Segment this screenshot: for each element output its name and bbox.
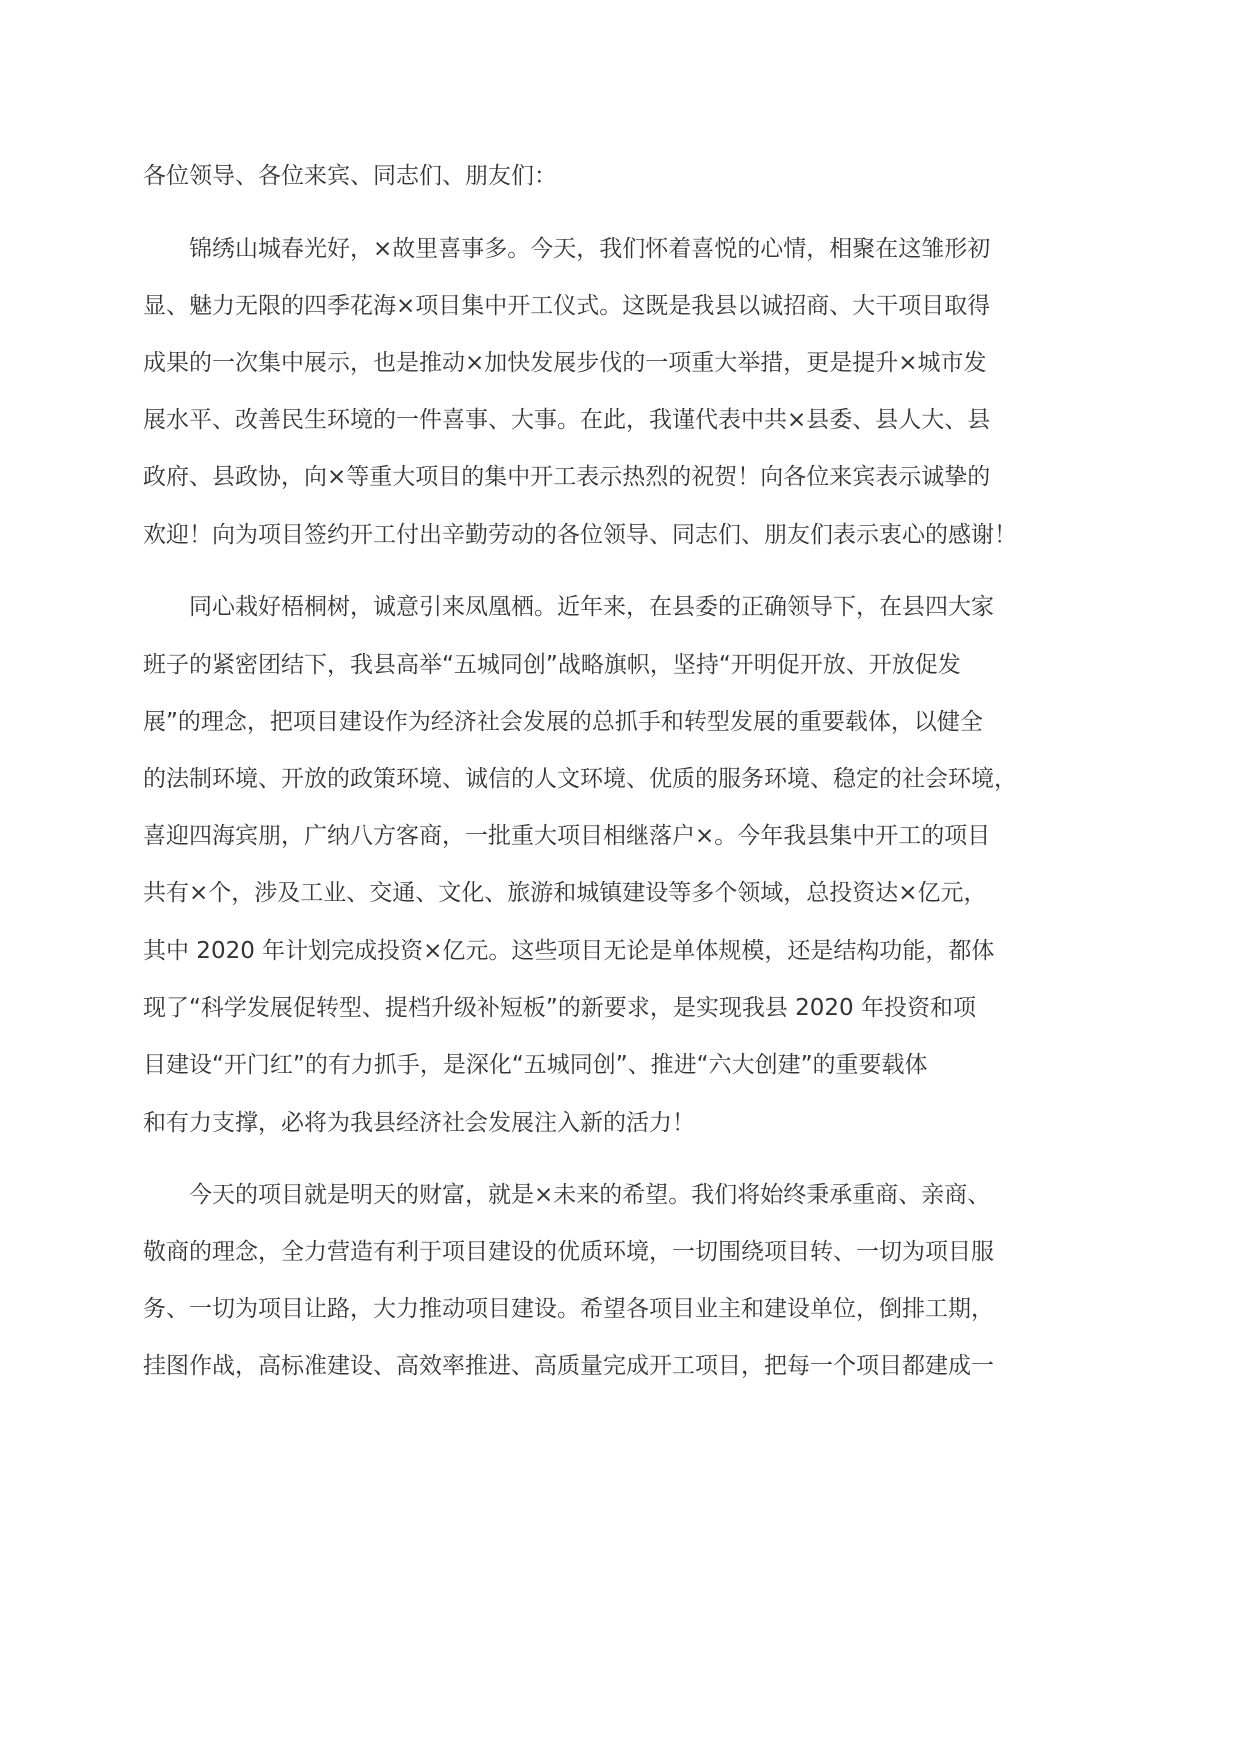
paragraph-line: 挂图作战，高标准建设、高效率推进、高质量完成开工项目，把每一个项目都建成一 xyxy=(143,1353,994,1379)
paragraph-line: 现了“科学发展促转型、提档升级补短板”的新要求，是实现我县 2020 年投资和项 xyxy=(143,995,976,1021)
paragraph-line: 和有力支撑，必将为我县经济社会发展注入新的活力！ xyxy=(143,1110,695,1136)
paragraph-line: 目建设“开门红”的有力抓手，是深化“五城同创”、推进“六大创建”的重要载体 xyxy=(143,1052,928,1078)
paragraph-line: 展”的理念，把项目建设作为经济社会发展的总抓手和转型发展的重要载体，以健全 xyxy=(143,709,983,735)
paragraph-line: 展水平、改善民生环境的一件喜事、大事。在此，我谨代表中共×县委、县人大、县 xyxy=(143,407,991,433)
paragraph-line: 的法制环境、开放的政策环境、诚信的人文环境、优质的服务环境、稳定的社会环境， xyxy=(143,766,1017,792)
salutation-line: 各位领导、各位来宾、同志们、朋友们： xyxy=(143,163,557,189)
paragraph-line: 务、一切为项目让路，大力推动项目建设。希望各项目业主和建设单位，倒排工期， xyxy=(143,1296,994,1322)
paragraph-line: 喜迎四海宾朋，广纳八方客商，一批重大项目相继落户×。今年我县集中开工的项目 xyxy=(143,823,991,849)
paragraph-line: 锦绣山城春光好，×故里喜事多。今天，我们怀着喜悦的心情，相聚在这雏形初 xyxy=(189,236,991,262)
paragraph-line: 成果的一次集中展示，也是推动×加快发展步伐的一项重大举措，更是提升×城市发 xyxy=(143,350,987,376)
paragraph-line: 敬商的理念，全力营造有利于项目建设的优质环境，一切围绕项目转、一切为项目服 xyxy=(143,1239,994,1265)
paragraph-line: 政府、县政协，向×等重大项目的集中开工表示热烈的祝贺！向各位来宾表示诚挚的 xyxy=(143,464,991,490)
paragraph-line: 欢迎！向为项目签约开工付出辛勤劳动的各位领导、同志们、朋友们表示衷心的感谢！ xyxy=(143,522,1017,548)
paragraph-line: 共有×个，涉及工业、交通、文化、旅游和城镇建设等多个领域，总投资达×亿元， xyxy=(143,880,987,906)
paragraph-line: 其中 2020 年计划完成投资×亿元。这些项目无论是单体规模，还是结构功能，都体 xyxy=(143,938,995,964)
paragraph-line: 同心栽好梧桐树，诚意引来凤凰栖。近年来，在县委的正确领导下，在县四大家 xyxy=(189,594,994,620)
paragraph-line: 班子的紧密团结下，我县高举“五城同创”战略旗帜，坚持“开明促开放、开放促发 xyxy=(143,652,961,678)
paragraph-line: 今天的项目就是明天的财富，就是×未来的希望。我们将始终秉承重商、亲商、 xyxy=(189,1182,991,1208)
paragraph-line: 显、魅力无限的四季花海×项目集中开工仪式。这既是我县以诚招商、大干项目取得 xyxy=(143,293,991,319)
